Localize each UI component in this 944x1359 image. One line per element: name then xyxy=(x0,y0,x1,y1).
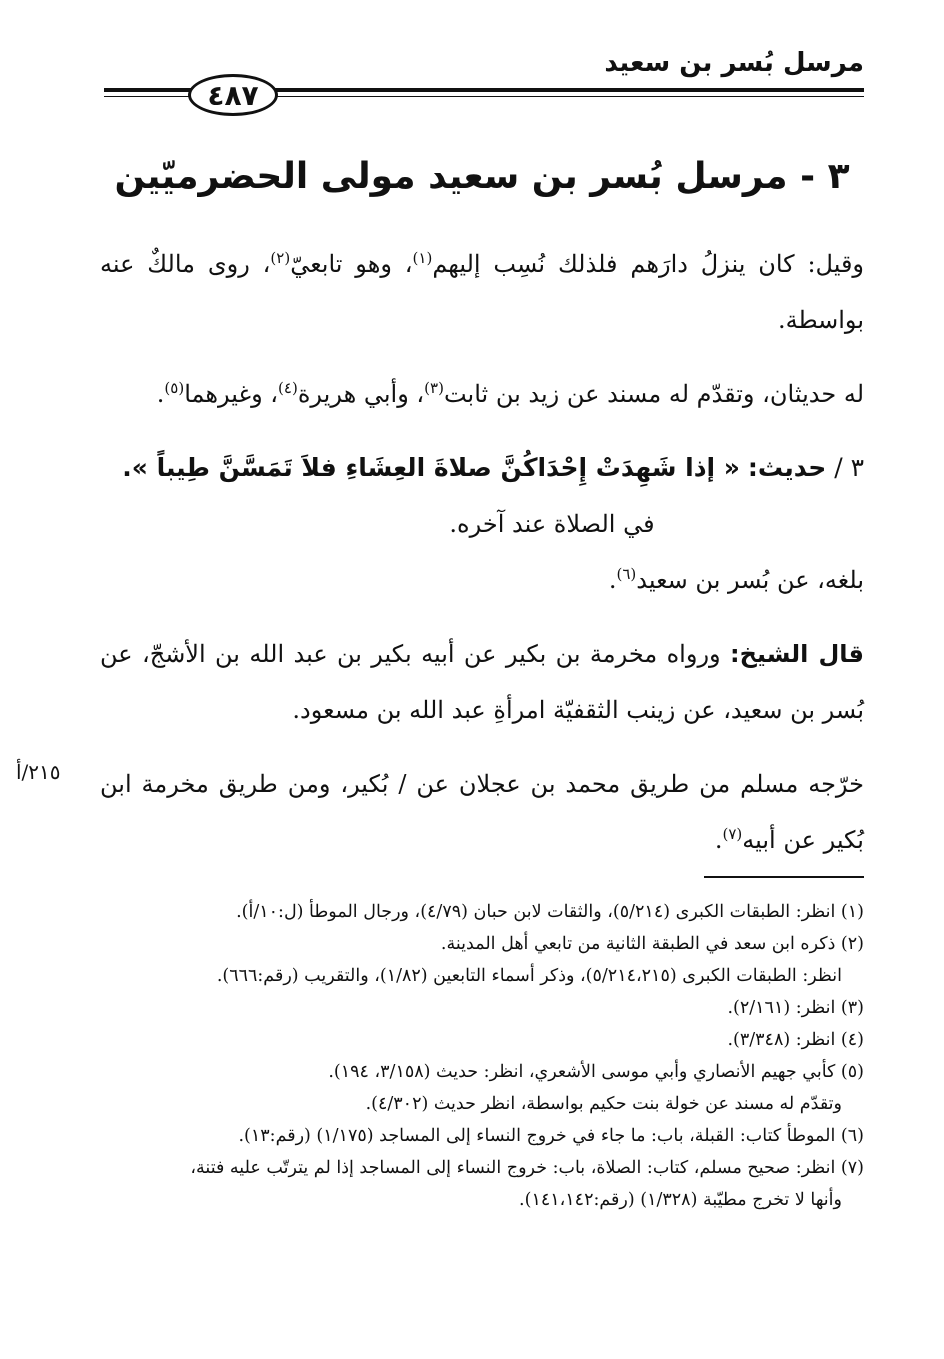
hadith-chain xyxy=(100,552,864,608)
footnote-continuation: وتقدّم له مسند عن خولة بنت حكيم بواسطة، انظر حديث (٤/٣٠٢). xyxy=(365,1094,842,1114)
text-run: بلغه، عن بُسر بن سعيد xyxy=(636,566,864,594)
hadith-text: « إذا شَهِدَتْ إِحْدَاكُنَّ صلاةَ العِشَاءِ فلاَ تَمَسَّنَّ طِيباً ». xyxy=(122,453,740,482)
text-run: وقيل: كان ينزلُ دارَهم فلذلك نُسِب إليهم xyxy=(432,250,865,278)
text-run: خرّجه مسلم من طريق محمد بن عجلان عن / بُكير، ومن طريق مخرمة ابن بُكير عن أبيه xyxy=(100,770,864,854)
shaykh-comment xyxy=(100,626,864,738)
footnote-ref: (٦) xyxy=(616,565,637,583)
footnote: (٦) الموطأ كتاب: القبلة، باب: ما جاء في خروج النساء إلى المساجد (١/١٧٥) (رقم:١٣). xyxy=(238,1126,864,1146)
footnote: (٥) كأبي جهيم الأنصاري وأبي موسى الأشعري، انظر: حديث (٣/١٥٨، ١٩٤). xyxy=(328,1062,864,1082)
shaykh-label: قال الشيخ: xyxy=(730,640,864,668)
hadith-label: حديث: xyxy=(747,453,827,482)
footnote-continuation: انظر: الطبقات الكبرى (٥/٢١٤،٢١٥)، وذكر أسماء التابعين (١/٨٢)، والتقريب (رقم:٦٦٦). xyxy=(216,966,842,986)
section-title: ٣ - مرسل بُسر بن سعيد مولى الحضرميّين xyxy=(114,156,850,197)
footnote-continuation: وأنها لا تخرج مطيّبة (١/٣٢٨) (رقم:١٤١،١٤٢). xyxy=(519,1190,842,1210)
takhrij-paragraph xyxy=(100,756,864,868)
footnote-ref: (٤) xyxy=(278,379,298,397)
text-run: ، وأبي هريرة xyxy=(297,380,425,408)
footnote: (٢) ذكره ابن سعد في الطبقة الثانية من تابعي أهل المدينة. xyxy=(440,934,864,954)
paragraph-nisba xyxy=(100,236,864,348)
text-run: ، وغيرهما xyxy=(184,380,279,408)
running-header-title: مرسل بُسر بن سعيد xyxy=(604,48,864,78)
footnote-ref: (٢) xyxy=(270,249,291,267)
footnote-ref: (١) xyxy=(412,249,433,267)
main-text xyxy=(100,236,864,868)
footnote-ref: (٥) xyxy=(164,379,185,397)
text-run: . xyxy=(714,826,723,854)
footnote: (٧) انظر: صحيح مسلم، كتاب: الصلاة، باب: خروج النساء إلى المساجد إذا لم يترتّب عليه فتنة، xyxy=(190,1158,864,1178)
hadith-number: ٣ / xyxy=(834,453,864,482)
text-run: له حديثان، وتقدّم له مسند عن زيد بن ثابت xyxy=(443,380,864,408)
footnote-ref: (٧) xyxy=(722,825,743,843)
footnote: (٣) انظر: (٢/١٦١). xyxy=(727,998,864,1018)
manuscript-folio-ref: ٢١٥/أ xyxy=(16,760,61,784)
shaykh-text: ورواه مخرمة بن بكير عن أبيه بكير بن عبد الله بن الأشجّ، عن بُسر بن سعيد، عن زينب الثقفيّة امرأةِ عبد الله بن مسعود. xyxy=(100,640,864,724)
hadith-location: في الصلاة عند آخره. xyxy=(449,510,655,538)
footnotes xyxy=(100,896,864,1216)
footnote: (١) انظر: الطبقات الكبرى (٥/٢١٤)، والثقات لابن حبان (٤/٧٩)، ورجال الموطأ (ل:١٠/أ). xyxy=(236,902,864,922)
footnote: (٤) انظر: (٣/٣٤٨). xyxy=(727,1030,864,1050)
page-number-badge: ٤٨٧ xyxy=(188,74,278,116)
text-run: ، روى مالكٌ عنه بواسطة. xyxy=(100,250,864,334)
text-run: . xyxy=(156,380,165,408)
footnote-separator xyxy=(704,876,864,878)
footnote-ref: (٣) xyxy=(424,379,444,397)
paragraph-hadith-count xyxy=(100,366,864,422)
hadith-heading xyxy=(100,440,864,496)
text-run: . xyxy=(608,566,617,594)
text-run: ، وهو تابعيّ xyxy=(290,250,413,278)
